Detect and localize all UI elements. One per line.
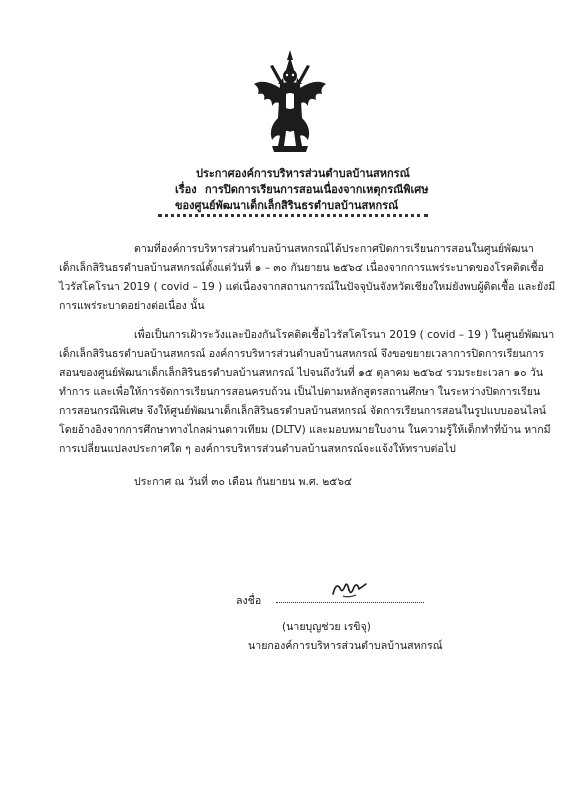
paragraph-1-line: ตามที่องค์การบริหารส่วนตำบลบ้านสหกรณ์ได้ประกาศปิดการเรียนการสอนในศูนย์พัฒนา bbox=[134, 243, 534, 255]
signature-line bbox=[276, 602, 424, 603]
signer-position: นายกองค์การบริหารส่วนตำบลบ้านสหกรณ์ bbox=[248, 640, 443, 652]
subject-line-2: ของศูนย์พัฒนาเด็กเล็กสิรินธรตำบลบ้านสหกรณ์ bbox=[175, 199, 399, 212]
garuda-emblem-icon bbox=[250, 48, 330, 156]
paragraph-2-line: เด็กเล็กสิรินธรตำบลบ้านสหกรณ์ องค์การบริหารส่วนตำบลบ้านสหกรณ์ จึงขอขยายเวลาการปิดการเรียนการ bbox=[59, 348, 544, 360]
subject-label: เรื่อง bbox=[175, 183, 197, 196]
signer-name: (นายบุญช่วย เรขิจุ) bbox=[282, 621, 371, 633]
paragraph-2-line: การสอนกรณีพิเศษ จึงให้ศูนย์พัฒนาเด็กเล็กสิรินธรตำบลบ้านสหกรณ์ จัดการเรียนการสอนในรูปแบบออนไลน์ bbox=[59, 405, 547, 417]
paragraph-2-line: เพื่อเป็นการเฝ้าระวังและป้องกันโรคติดเชื้อไวรัสโคโรนา 2019 ( covid – 19 ) ในศูนย์พัฒนา bbox=[134, 329, 555, 341]
sign-label: ลงชื่อ bbox=[236, 595, 262, 607]
paragraph-2-line: โดยอ้างอิงจากการศึกษาทางไกลผ่านดาวเทียม (DLTV) และมอบหมายใบงาน ในความรู้ให้เด็กทำที่บ้าน หากมี bbox=[59, 424, 551, 436]
paragraph-2-line: สอนของศูนย์พัฒนาเด็กเล็กสิรินธรตำบลบ้านสหกรณ์ ไปจนถึงวันที่ ๑๕ ตุลาคม ๒๕๖๔ รวมระยะเวลา ๑๐ วัน bbox=[59, 367, 544, 379]
paragraph-1-line: ไวรัสโคโรนา 2019 ( covid – 19 ) แต่เนื่องจากสถานการณ์ในปัจจุบันจังหวัดเชียงใหม่ยังพบผู้ติดเชื้อ และยังมี bbox=[59, 281, 556, 293]
paragraph-1-line: เด็กเล็กสิรินธรตำบลบ้านสหกรณ์ตั้งแต่วันที่ ๑ – ๓๐ กันยายน ๒๕๖๔ เนื่องจากการแพร่ระบาดของโรคติดเชื้อ bbox=[59, 262, 544, 274]
announcement-title: ประกาศองค์การบริหารส่วนตำบลบ้านสหกรณ์ bbox=[196, 167, 410, 180]
paragraph-2-line: การเปลี่ยนแปลงประกาศใด ๆ องค์การบริหารส่วนตำบลบ้านสหกรณ์จะแจ้งให้ทราบต่อไป bbox=[59, 443, 456, 455]
header-divider bbox=[158, 214, 428, 217]
handwritten-signature-icon bbox=[330, 578, 370, 600]
paragraph-1-line: การแพร่ระบาดอย่างต่อเนื่อง นั้น bbox=[59, 300, 205, 312]
paragraph-2-line: ทำการ และเพื่อให้การจัดการเรียนการสอนครบถ้วน เป็นไปตามหลักสูตรสถานศึกษา ในระหว่างปิดการเรียน bbox=[59, 386, 541, 398]
subject-text: การปิดการเรียนการสอนเนื่องจากเหตุกรณีพิเศษ bbox=[205, 183, 429, 196]
announcement-date: ประกาศ ณ วันที่ ๓๐ เดือน กันยายน พ.ศ. ๒๕๖๔ bbox=[134, 476, 353, 488]
